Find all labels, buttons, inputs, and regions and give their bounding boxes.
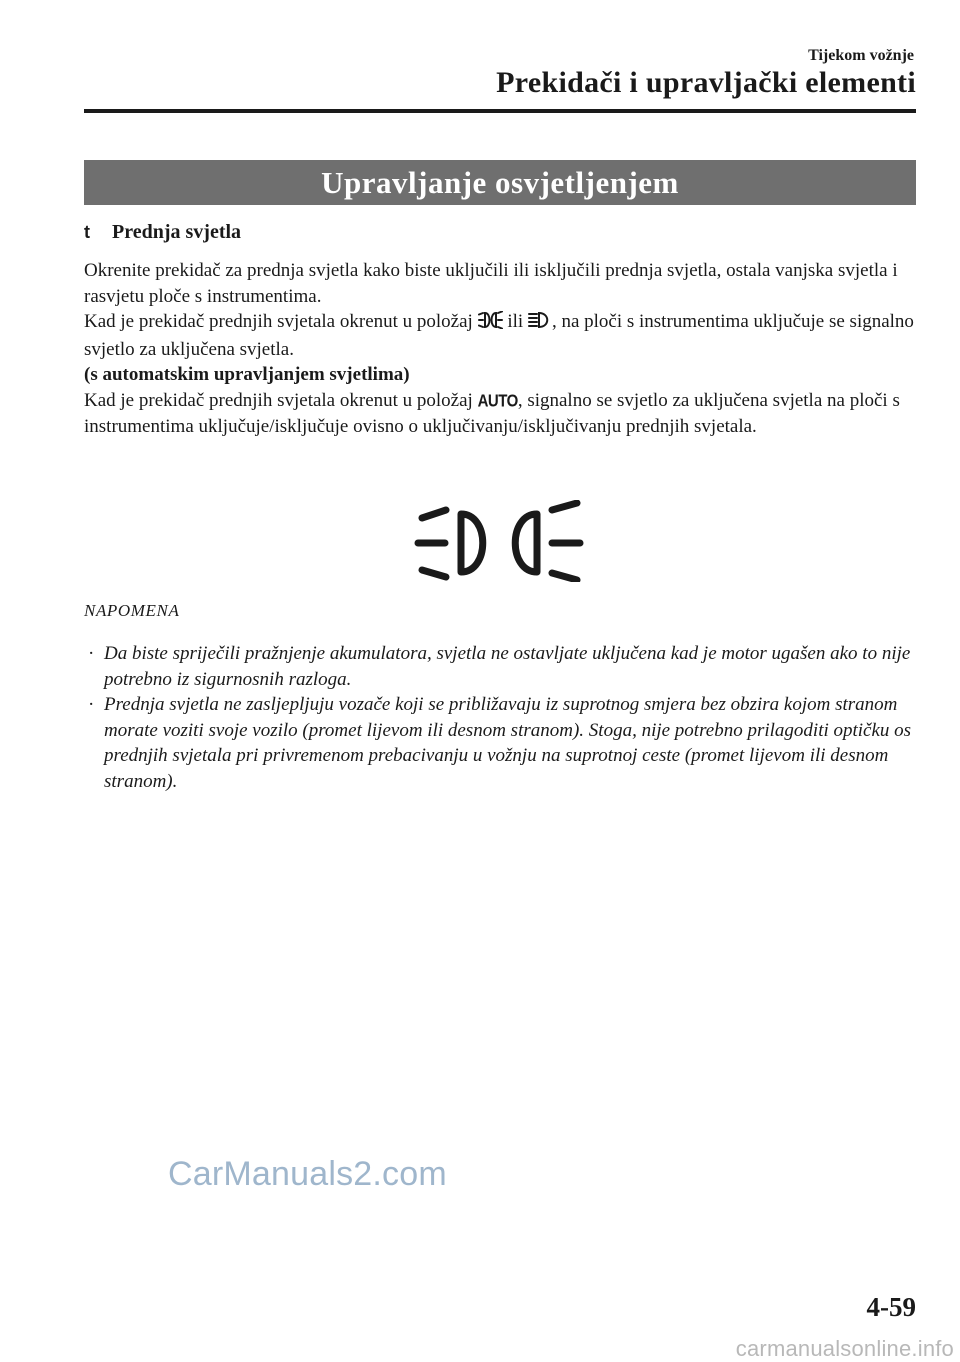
paragraph-indicator-end: , na ploči s instrumentima uključuje se signalno svjetlo za uključena svjetla. xyxy=(84,311,914,360)
paragraph-auto-start: Kad je prekidač prednjih svjetala okrenut u položaj xyxy=(84,389,478,411)
auto-control-heading: (s automatskim upravljanjem svjetlima) xyxy=(84,364,410,385)
note-item xyxy=(84,641,916,692)
header-divider xyxy=(84,109,916,113)
note-title: NAPOMENA xyxy=(84,601,180,620)
watermark: CarManuals2.com xyxy=(168,1155,447,1193)
headlight-icon xyxy=(528,311,552,337)
paragraph-auto xyxy=(84,388,916,440)
section-header: Prekidači i upravljački elementi xyxy=(496,66,916,99)
subsection-marker: t xyxy=(84,222,90,242)
footer-site-link[interactable]: carmanualsonline.info xyxy=(735,1336,954,1361)
paragraph-intro: Okrenite prekidač za prednja svjetla kako biste uključili ili isključili prednja svjetla, ostala vanjska svjetla i rasvjetu ploče s instrumentima. xyxy=(84,260,898,307)
note-text: Da biste spriječili pražnjenje akumulatora, svjetla ne ostavljate uključena kad je motor ugašen ako to nije potrebno iz sigurnosnih razloga. xyxy=(104,643,911,690)
page-number: 4-59 xyxy=(866,1292,916,1322)
chapter-header: Tijekom vožnje xyxy=(808,47,914,64)
body-text xyxy=(84,258,916,440)
note-item xyxy=(84,692,916,794)
page-title: Upravljanje osvjetljenjem xyxy=(84,160,916,205)
paragraph-indicator xyxy=(84,309,916,362)
subsection-heading xyxy=(84,221,241,244)
paragraph-auto-end: , signalno se svjetlo za uključena svjetla na ploči s instrumentima uključuje/isključuje ovisno o uključivanju/isključivanju prednjih svjetala. xyxy=(84,389,900,437)
auto-icon: AUTO xyxy=(477,391,518,411)
subsection-title: Prednja svjetla xyxy=(112,221,242,243)
paragraph-indicator-start: Kad je prekidač prednjih svjetala okrenut u položaj xyxy=(84,311,478,332)
bullet-icon: · xyxy=(88,643,95,664)
parking-lights-icon xyxy=(478,311,503,337)
paragraph-indicator-mid: ili xyxy=(502,311,528,332)
note-list xyxy=(84,641,916,794)
bullet-icon: · xyxy=(88,694,95,715)
note-text: Prednja svjetla ne zasljepljuju vozače koji se približavaju iz suprotnog smjera bez obzira kojom stranom morate voziti svoje vozilo (promet lijevom ili desnom stranom). Stoga, nije potrebno prilagoditi optičku os prednjih svjetala pri privremenom prebacivanju u vožnju na suprotnoj ceste (promet lijevom ili desnom stranom). xyxy=(104,694,912,792)
lights-on-indicator-icon xyxy=(412,500,586,587)
